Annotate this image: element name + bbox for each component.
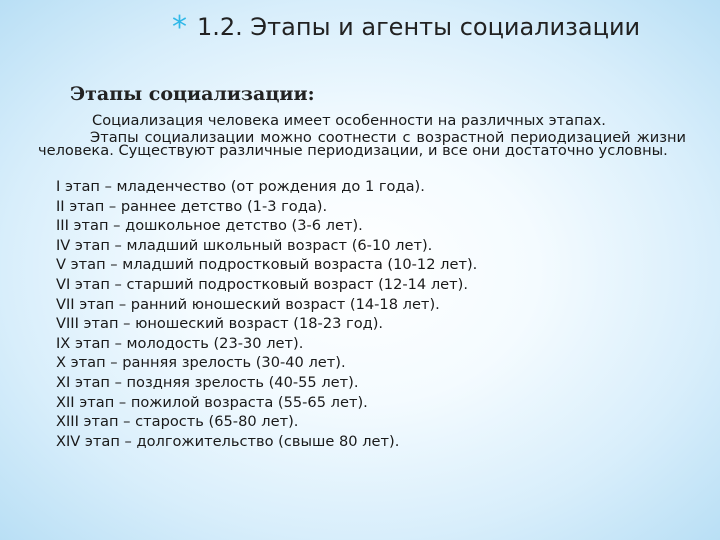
stage-item: XI этап – поздняя зрелость (40-55 лет). [56,373,359,391]
stage-item: XII этап – пожилой возраста (55-65 лет). [56,393,368,411]
section-heading: Этапы социализации: [70,83,315,105]
stages-list [56,177,477,451]
stage-item: XIII этап – старость (65-80 лет). [56,413,299,431]
stage-item: VII этап – ранний юношеский возраст (14-18 лет). [56,295,440,313]
stage-item: III этап – дошкольное детство (3-6 лет). [56,217,363,235]
stage-item: IX этап – молодость (23-30 лет). [56,334,304,352]
stage-item: IV этап – младший школьный возраст (6-10 лет). [56,236,433,254]
intro-text [38,112,686,157]
stage-item: VI этап – старший подростковый возраст (12-14 лет). [56,275,468,293]
slide-title [172,8,640,43]
stage-item: X этап – ранняя зрелость (30-40 лет). [56,354,346,372]
stage-item: V этап – младший подростковый возраста (10-12 лет). [56,256,478,274]
stage-item: XIV этап – долгожительство (свыше 80 лет). [56,432,400,450]
stage-item: VIII этап – юношеский возраст (18-23 год). [56,315,384,333]
title-star-marker: * [172,10,187,45]
slide-title-text: 1.2. Этапы и агенты социализации [197,13,641,41]
stage-item: II этап – раннее детство (1-3 года). [56,197,328,215]
intro-paragraph-2: Этапы социализации можно соотнести с возрастной периодизацией жизни человека. Существуют различные периодизации, и все они достаточно условны. [38,129,686,159]
intro-paragraph-1: Социализация человека имеет особенности на различных этапах. [92,112,606,129]
stage-item: I этап – младенчество (от рождения до 1 года). [56,178,425,195]
